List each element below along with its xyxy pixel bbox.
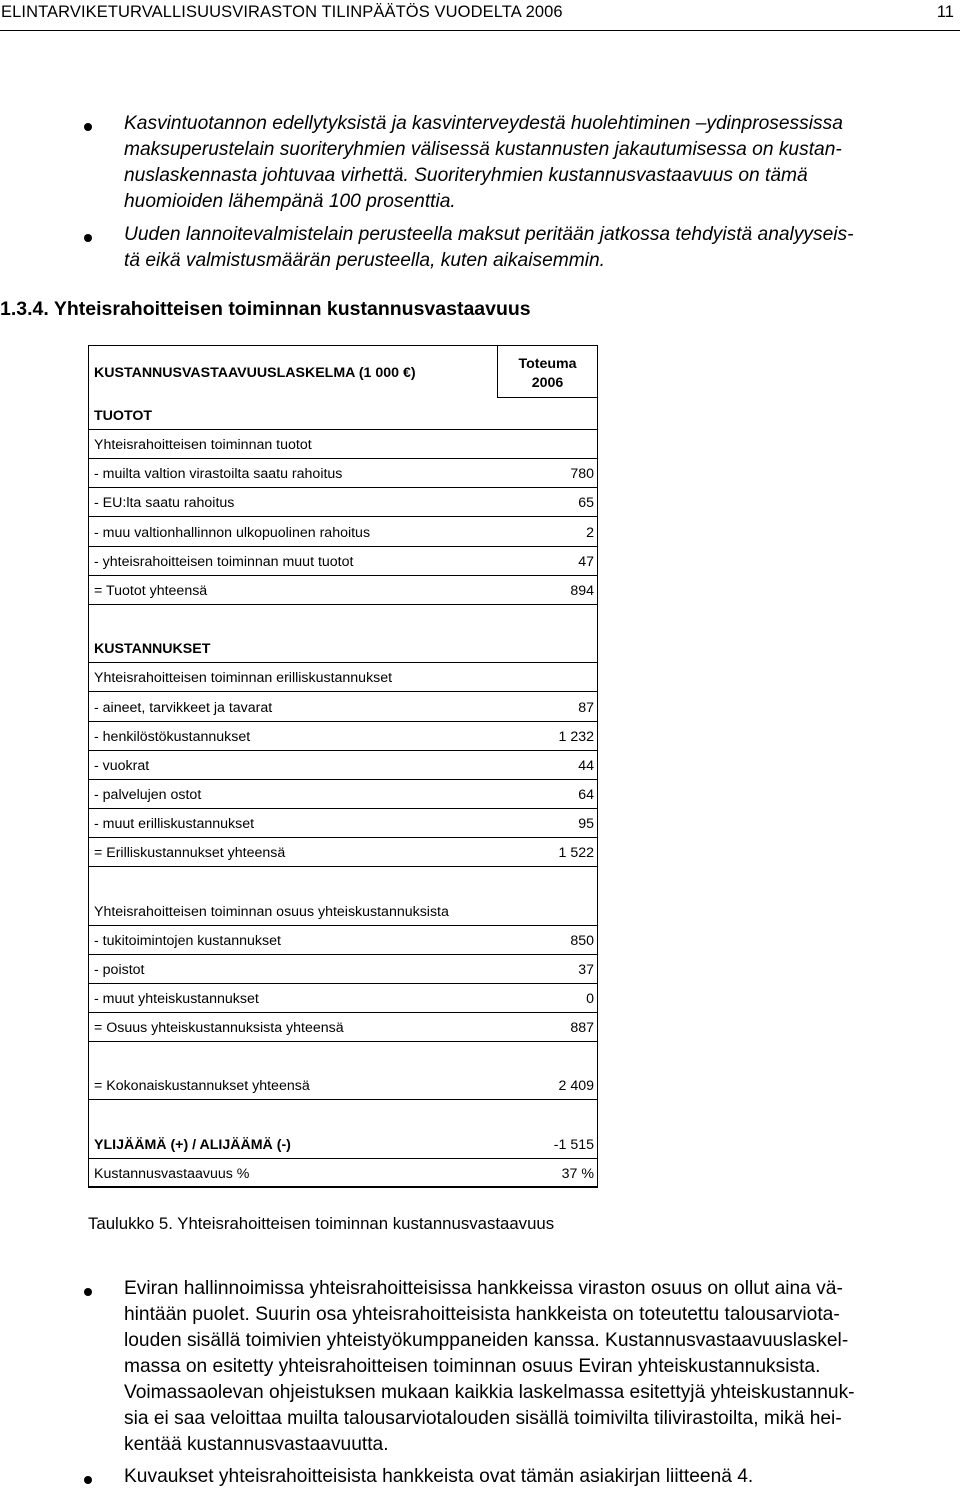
table-row-label: - palvelujen ostot (94, 787, 202, 803)
table-row-divider (88, 662, 598, 663)
table-column-header (499, 355, 596, 393)
table-row-divider (88, 429, 598, 430)
text-line: massa on esitetty yhteisrahoitteisen toiminnan osuus Eviran yhteiskustannuksista. (124, 1356, 821, 1377)
table-row-value: 850 (570, 933, 594, 949)
table-title: KUSTANNUSVASTAAVUUSLASKELMA (1 000 €) (94, 365, 416, 381)
table-row-label: - aineet, tarvikkeet ja tavarat (94, 700, 273, 716)
table-row-divider (88, 837, 598, 838)
table-row-divider (88, 925, 598, 926)
text-line: nuslaskennasta johtuvaa virhettä. Suoriteryhmien kustannusvastaavuus on tämä (124, 165, 808, 186)
table-row-label: = Osuus yhteiskustannuksista yhteensä (94, 1020, 344, 1036)
header-title: ELINTARVIKETURVALLISUUSVIRASTON TILINPÄÄTÖS VUODELTA 2006 (1, 3, 563, 21)
table-row-label: = Erilliskustannukset yhteensä (94, 845, 286, 861)
table-caption: Taulukko 5. Yhteisrahoitteisen toiminnan kustannusvastaavuus (88, 1214, 555, 1233)
table-row-divider (88, 604, 598, 605)
table-row-label: - yhteisrahoitteisen toiminnan muut tuotot (94, 554, 354, 570)
text-line: kentää kustannusvastaavuutta. (124, 1434, 389, 1455)
table-row-label: Kustannusvastaavuus % (94, 1166, 250, 1182)
table-row-value: -1 515 (553, 1137, 594, 1153)
table-row-divider (88, 691, 598, 692)
bullet-icon (84, 234, 92, 242)
table-row-divider (88, 721, 598, 722)
table-row-value: 1 522 (558, 845, 594, 861)
bullet-icon (84, 1476, 92, 1484)
text-line: Kasvintuotannon edellytyksistä ja kasvinterveydestä huolehtiminen –ydinprosessissa (124, 113, 843, 134)
table-row-value: 65 (578, 495, 594, 511)
table-row-divider (88, 1158, 598, 1159)
table-row-value: 37 % (561, 1166, 594, 1182)
table-row-label: - muu valtionhallinnon ulkopuolinen rahoitus (94, 525, 371, 541)
bullet-paragraph-4 (124, 1464, 958, 1490)
table-row-divider (88, 1012, 598, 1013)
table-row-value: 87 (578, 700, 594, 716)
text-line: tä eikä valmistusmäärän perusteella, kuten aikaisemmin. (124, 250, 605, 271)
table-row-label: - EU:lta saatu rahoitus (94, 495, 235, 511)
table-row-label: - muilta valtion virastoilta saatu rahoitus (94, 466, 343, 482)
text-line: Kuvaukset yhteisrahoitteisista hankkeista ovat tämän asiakirjan liitteenä 4. (124, 1466, 754, 1487)
table-row-label: = Kokonaiskustannukset yhteensä (94, 1078, 310, 1094)
table-row-label: KUSTANNUKSET (94, 641, 211, 657)
table-row-label: Yhteisrahoitteisen toiminnan erilliskustannukset (94, 670, 393, 686)
table-row-label: - muut erilliskustannukset (94, 816, 255, 832)
table-row-value: 95 (578, 816, 594, 832)
text-line: huomioiden lähempänä 100 prosenttia. (124, 191, 456, 212)
table-header-underline (497, 397, 598, 398)
table-row-divider (88, 808, 598, 809)
table-row-divider (88, 1041, 598, 1042)
page-header (0, 0, 960, 31)
table-row-label: YLIJÄÄMÄ (+) / ALIJÄÄMÄ (-) (94, 1137, 291, 1153)
table-row-label: Yhteisrahoitteisen toiminnan osuus yhteiskustannuksista (94, 904, 449, 920)
table-row-value: 37 (578, 962, 594, 978)
table-row-divider (88, 1187, 598, 1188)
table-row-divider (88, 954, 598, 955)
table-row-divider (88, 516, 598, 517)
table-row-divider (88, 1099, 598, 1100)
page-number: 11 (936, 3, 954, 21)
table-row-value: 64 (578, 787, 594, 803)
bullet-paragraph-3 (124, 1276, 958, 1458)
table-row-value: 2 409 (558, 1078, 594, 1094)
table-row-label: - muut yhteiskustannukset (94, 991, 259, 1007)
table-row-label: = Tuotot yhteensä (94, 583, 208, 599)
table-row-divider (88, 983, 598, 984)
section-heading: 1.3.4. Yhteisrahoitteisen toiminnan kustannusvastaavuus (0, 298, 531, 320)
table-row-divider (88, 575, 598, 576)
table-row-value: 0 (586, 991, 594, 1007)
table-row-value: 2 (586, 525, 594, 541)
table-row-label: - henkilöstökustannukset (94, 729, 251, 745)
table-row-value: 44 (578, 758, 594, 774)
bullet-icon (84, 123, 92, 131)
text-line: Uuden lannoitevalmistelain perusteella maksut peritään jatkossa tehdyistä analyyseis- (124, 224, 854, 245)
column-header-line: Toteuma (518, 356, 577, 372)
table-row-value: 780 (570, 466, 594, 482)
text-line: maksuperustelain suoriteryhmien välisessä kustannusten jakautumisessa on kustan- (124, 139, 842, 160)
table-row-divider (88, 487, 598, 488)
table-row-label: - poistot (94, 962, 145, 978)
text-line: hintään puolet. Suurin osa yhteisrahoitteisista hankkeista on toteutettu talousarviota- (124, 1304, 840, 1325)
table-row-value: 47 (578, 554, 594, 570)
text-line: Voimassaolevan ohjeistuksen mukaan kaikkia laskelmassa esitettyjä yhteiskustannuk- (124, 1382, 855, 1403)
table-row-value: 894 (570, 583, 594, 599)
text-line: louden sisällä toimivien yhteistyökumppaneiden kanssa. Kustannusvastaavuuslaskel- (124, 1330, 849, 1351)
text-line: Eviran hallinnoimissa yhteisrahoitteisissa hankkeissa viraston osuus on ollut aina vä- (124, 1278, 843, 1299)
table-row-divider (88, 779, 598, 780)
table-row-label: Yhteisrahoitteisen toiminnan tuotot (94, 437, 312, 453)
table-row-label: TUOTOT (94, 408, 153, 424)
table-row-value: 1 232 (558, 729, 594, 745)
table-row-divider (88, 866, 598, 867)
table-row-divider (88, 750, 598, 751)
table-column-divider (497, 345, 498, 398)
text-line: sia ei saa veloittaa muilta talousarviotalouden sisällä toimivilta tilivirastoilta, mikä hei- (124, 1408, 842, 1429)
column-header-line: 2006 (531, 375, 564, 391)
table-row-value: 887 (570, 1020, 594, 1036)
bullet-icon (84, 1288, 92, 1296)
table-row-label: - vuokrat (94, 758, 150, 774)
bullet-paragraph-1 (124, 111, 958, 215)
bullet-paragraph-2 (124, 222, 958, 274)
table-row-divider (88, 546, 598, 547)
table-row-divider (88, 458, 598, 459)
table-row-label: - tukitoimintojen kustannukset (94, 933, 281, 949)
